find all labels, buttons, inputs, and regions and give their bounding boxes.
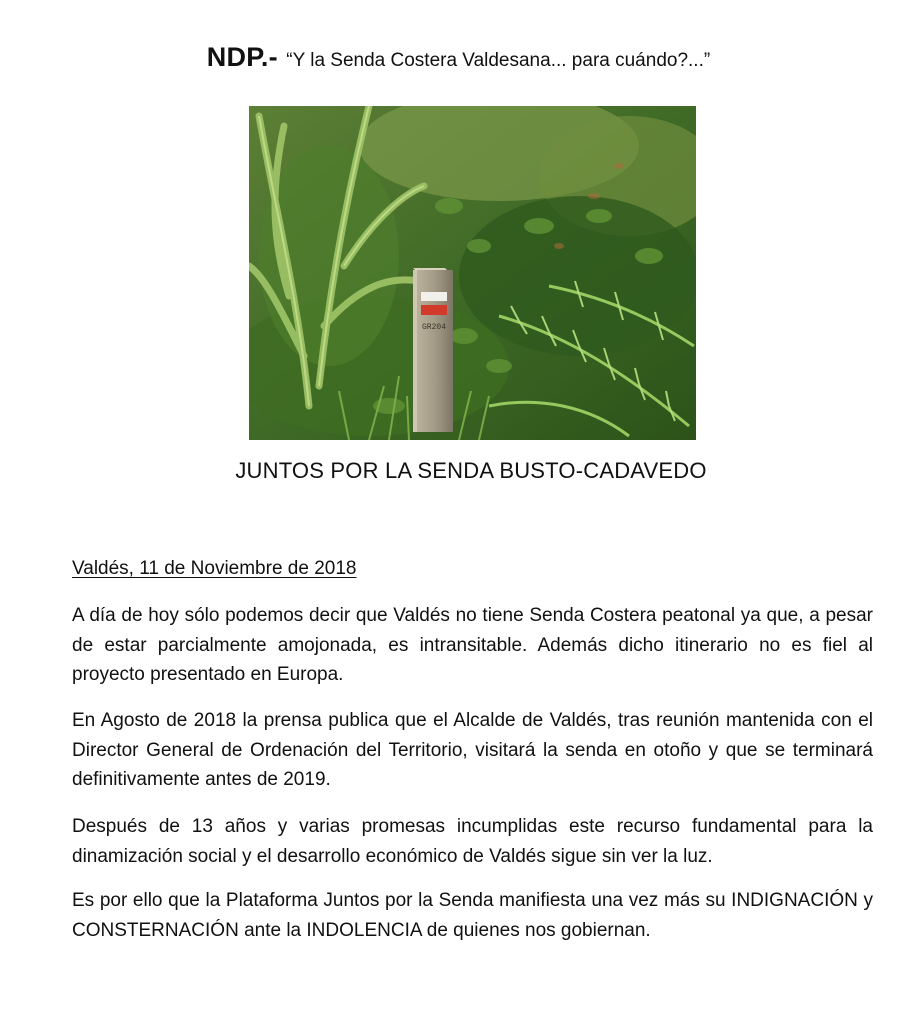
photo-caption: JUNTOS POR LA SENDA BUSTO-CADAVEDO: [235, 458, 707, 483]
headline-quote: “Y la Senda Costera Valdesana... para cuándo?...”: [286, 50, 711, 71]
vegetation-photo-illustration: [249, 106, 696, 440]
body-paragraph: A día de hoy sólo podemos decir que Valdés no tiene Senda Costera peatonal ya que, a pesar de estar parcialmente amojonada, es intransitable. Además dicho itinerario no es fiel al proyecto presentado en Europa.: [72, 605, 873, 685]
post-marker-text: GR204: [422, 323, 447, 332]
body-paragraph: En Agosto de 2018 la prensa publica que el Alcalde de Valdés, tras reunión mantenida con el Director General de Ordenación del Territorio, visitará la senda en otoño y que se terminará definitivamente antes de 2019.: [72, 710, 873, 790]
body-paragraph: Después de 13 años y varias promesas incumplidas este recurso fundamental para la dinamización social y el desarrollo económico de Valdés sigue sin ver la luz.: [72, 816, 873, 867]
trail-post: [413, 268, 453, 432]
trail-marker-photo: [249, 106, 696, 440]
body-paragraph: Es por ello que la Plataforma Juntos por la Senda manifiesta una vez más su INDIGNACIÓN y CONSTERNACIÓN ante la INDOLENCIA de quienes nos gobiernan.: [72, 890, 873, 941]
document-title: [0, 42, 917, 73]
ndp-label: NDP.-: [206, 42, 278, 72]
date-line: Valdés, 11 de Noviembre de 2018: [72, 558, 357, 579]
